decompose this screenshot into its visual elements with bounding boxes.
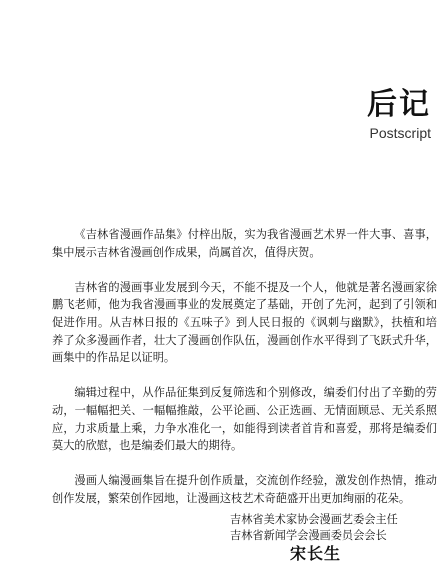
postscript-body [52,226,437,525]
signature-block [230,512,435,564]
paragraph: 漫画人编漫画集旨在提升创作质量，交流创作经验，激发创作热情，推动创作发展，繁荣创作园地，让漫画这枝艺术奇葩盛开出更加绚丽的花朵。 [52,474,437,505]
paragraph: 编辑过程中，从作品征集到反复筛选和个别修改，编委们付出了辛勤的劳动，一幅幅把关、一幅幅推敲，公平论画、公正选画、无情面顾忌、无关系照应，力求质量上乘，力争水准化一，如能得到读者首肯和喜爱，那将是编委们莫大的欣慰，也是编委们最大的期待。 [52,386,437,453]
signature-title-2: 吉林省新闻学会漫画委员会会长 [230,529,387,542]
paragraph: 吉林省的漫画事业发展到今天，不能不提及一个人，他就是著名漫画家徐鹏飞老师，他为我省漫画事业的发展奠定了基础，开创了先河，起到了引领和促进作用。从吉林日报的《五味子》到人民日报的《讽刺与幽默》，扶植和培养了众多漫画作者，壮大了漫画创作队伍，漫画创作水平得到了飞跃式升华，画集中的作品足以证明。 [52,280,437,365]
signature-name: 宋长生 [290,544,342,563]
page-subtitle: Postscript [369,125,431,141]
page-header [367,88,431,142]
signature-title-1: 吉林省美术家协会漫画艺委会主任 [230,513,398,526]
page-title: 后记 [367,87,431,122]
paragraph: 《吉林省漫画作品集》付梓出版，实为我省漫画艺术界一件大事、喜事，集中展示吉林省漫画创作成果，尚属首次，值得庆贺。 [52,228,437,259]
